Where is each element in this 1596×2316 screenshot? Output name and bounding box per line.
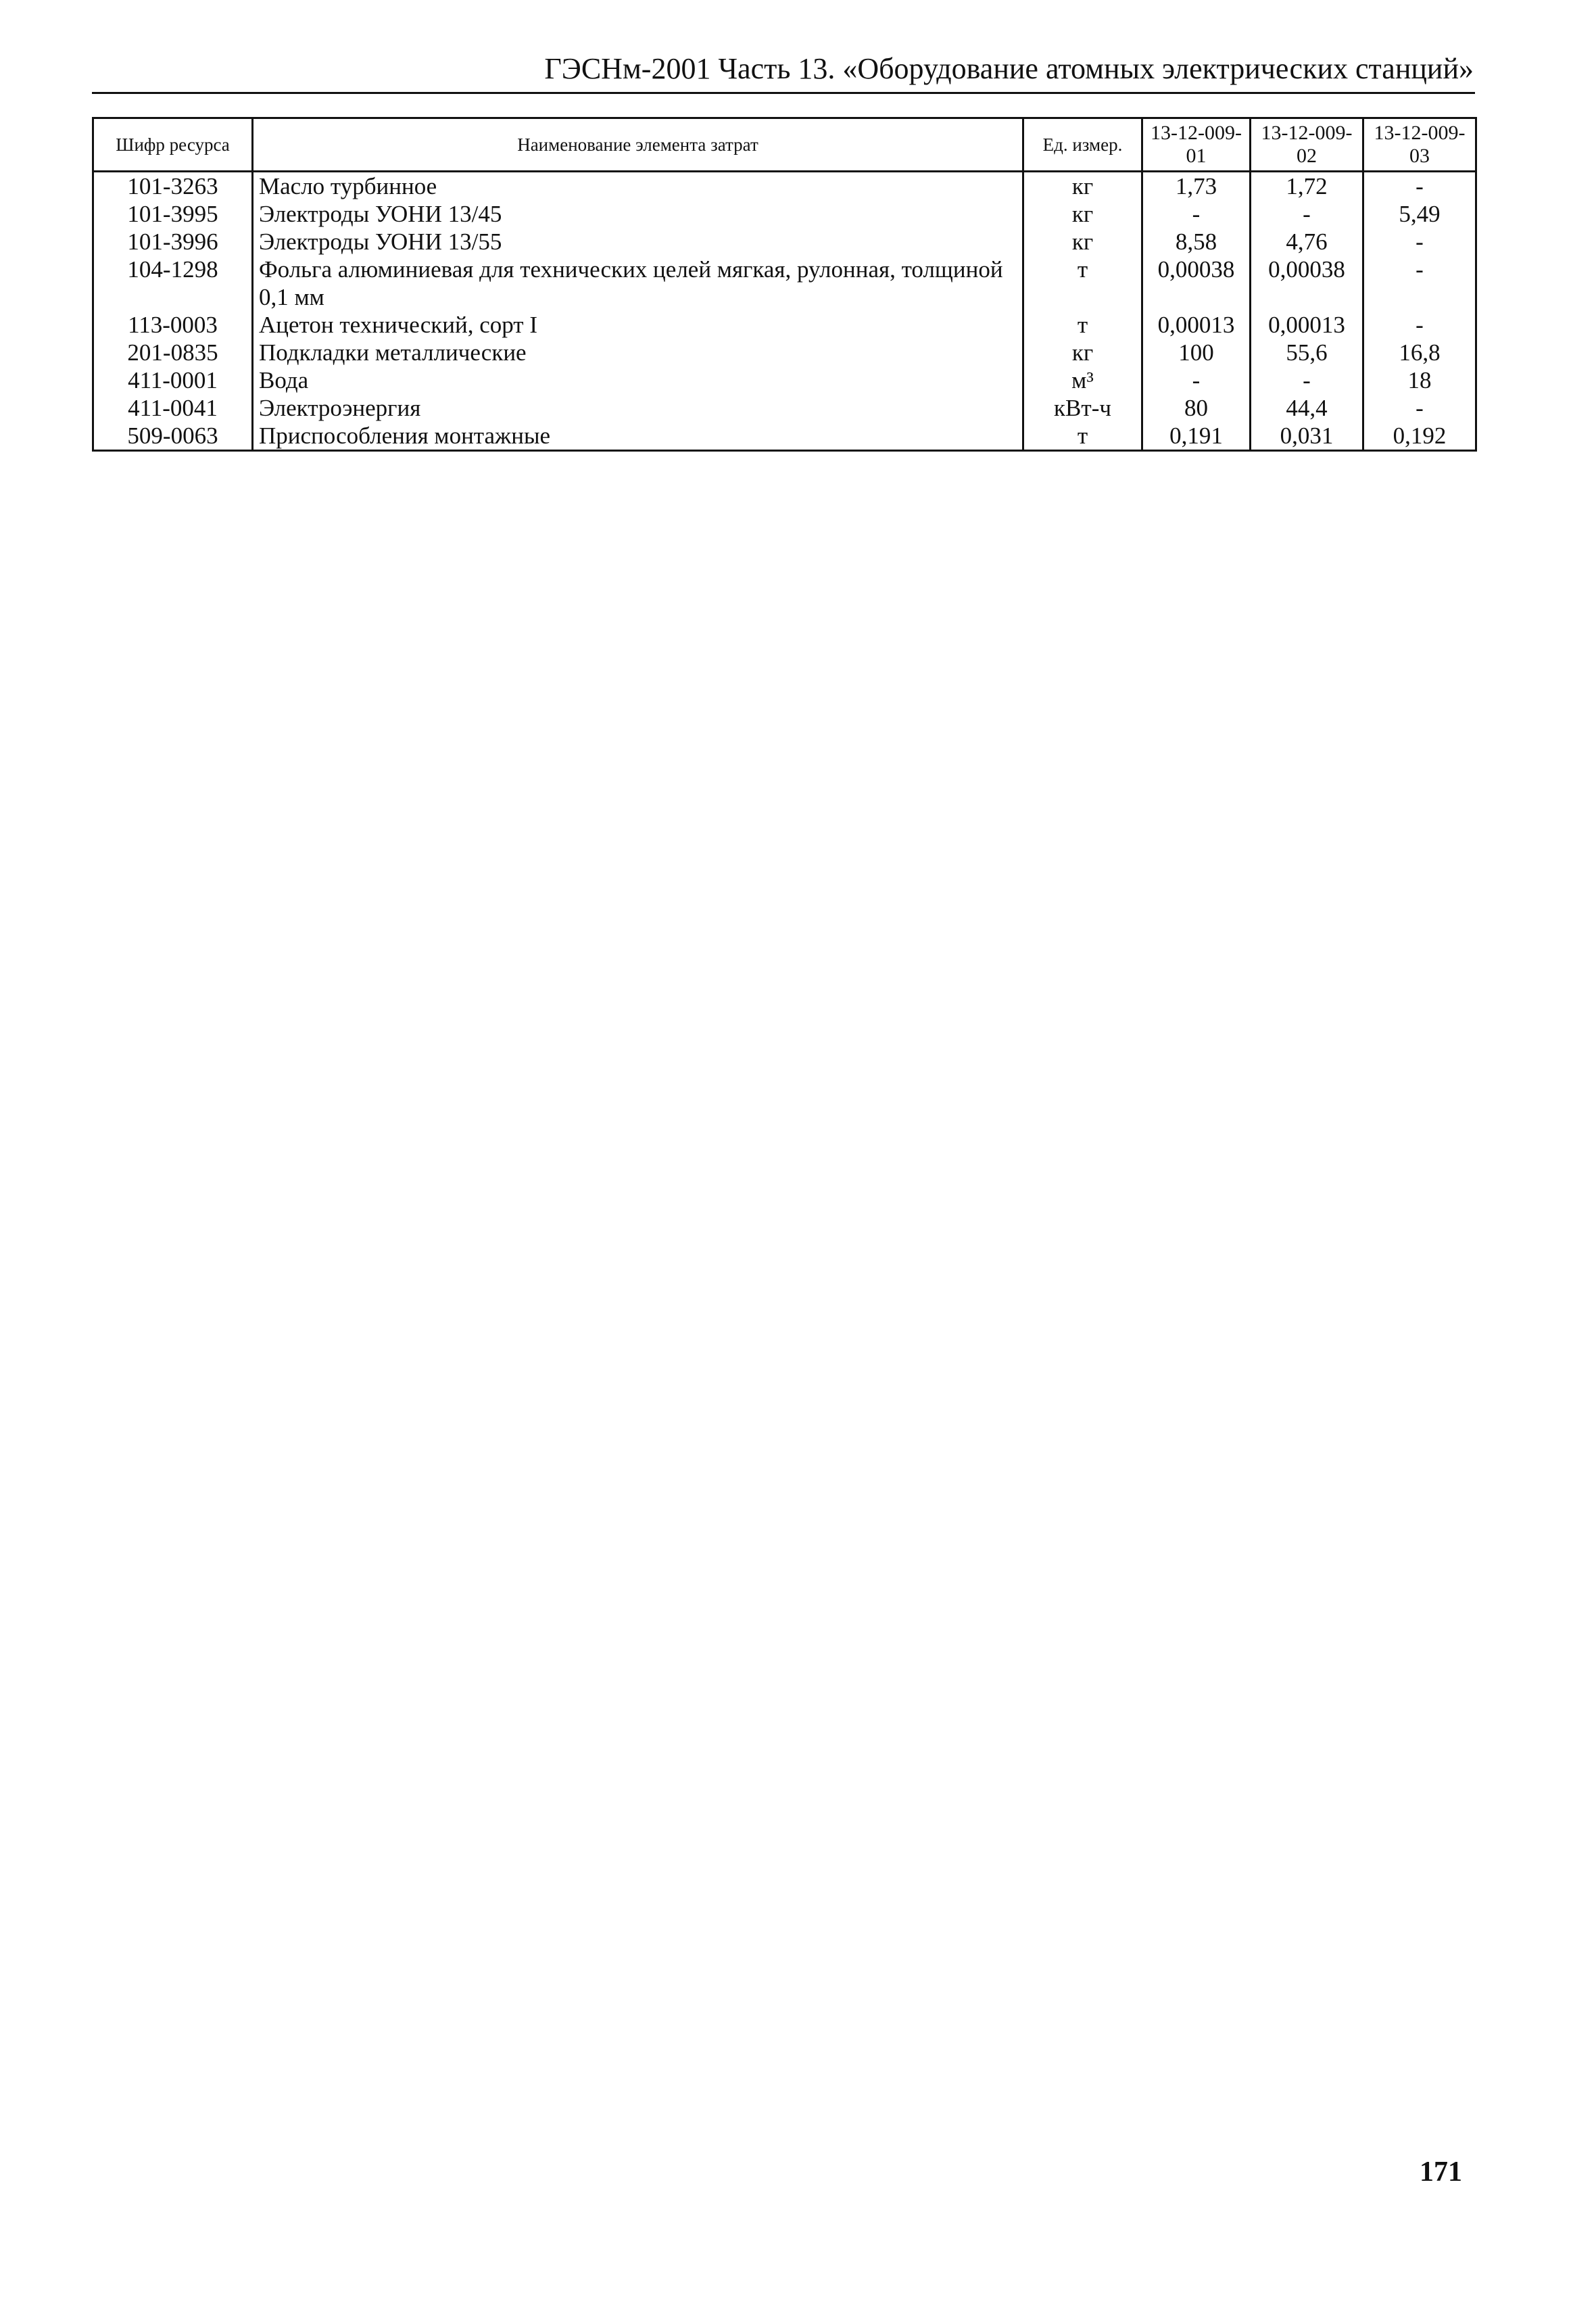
cell-value-03: - <box>1363 311 1476 339</box>
cell-unit: кг <box>1023 172 1142 201</box>
cell-value-02: 44,4 <box>1251 394 1363 422</box>
cell-unit: м³ <box>1023 366 1142 394</box>
cell-unit: кг <box>1023 200 1142 228</box>
cell-value-02: 4,76 <box>1251 228 1363 256</box>
cell-value-01: 8,58 <box>1142 228 1251 256</box>
cell-value-01: 80 <box>1142 394 1251 422</box>
cell-name: Ацетон технический, сорт I <box>253 311 1023 339</box>
cell-value-02: 0,00038 <box>1251 256 1363 311</box>
cell-unit: т <box>1023 311 1142 339</box>
cell-name: Фольга алюминиевая для технических целей мягкая, рулонная, толщиной 0,1 мм <box>253 256 1023 311</box>
table-row <box>93 311 1476 339</box>
cell-value-01: 100 <box>1142 339 1251 366</box>
cell-code: 113-0003 <box>93 311 253 339</box>
table-header-row <box>93 118 1476 172</box>
cell-value-02: 1,72 <box>1251 172 1363 201</box>
cell-value-02: - <box>1251 366 1363 394</box>
cell-value-02: 0,00013 <box>1251 311 1363 339</box>
cell-unit: кг <box>1023 228 1142 256</box>
cell-value-01: - <box>1142 366 1251 394</box>
cell-code: 101-3995 <box>93 200 253 228</box>
column-header-code: Шифр ресурса <box>93 118 253 172</box>
cell-unit: кВт-ч <box>1023 394 1142 422</box>
cell-value-03: - <box>1363 394 1476 422</box>
cell-value-01: 1,73 <box>1142 172 1251 201</box>
table-row <box>93 200 1476 228</box>
cell-code: 101-3263 <box>93 172 253 201</box>
cell-name: Вода <box>253 366 1023 394</box>
cell-code: 509-0063 <box>93 422 253 451</box>
column-header-13-12-009-03: 13-12-009-03 <box>1363 118 1476 172</box>
column-header-13-12-009-02: 13-12-009-02 <box>1251 118 1363 172</box>
page-header-title: ГЭСНм-2001 Часть 13. «Оборудование атомных электрических станций» <box>544 52 1474 85</box>
cell-code: 411-0001 <box>93 366 253 394</box>
table-row <box>93 228 1476 256</box>
cell-unit: кг <box>1023 339 1142 366</box>
cell-unit: т <box>1023 256 1142 311</box>
cell-value-03: - <box>1363 228 1476 256</box>
cell-value-01: 0,191 <box>1142 422 1251 451</box>
cell-code: 104-1298 <box>93 256 253 311</box>
cell-value-03: 16,8 <box>1363 339 1476 366</box>
cell-value-03: - <box>1363 172 1476 201</box>
table-row <box>93 339 1476 366</box>
cell-name: Подкладки металлические <box>253 339 1023 366</box>
table-row <box>93 422 1476 451</box>
cell-value-03: 18 <box>1363 366 1476 394</box>
cell-value-02: - <box>1251 200 1363 228</box>
cell-name: Масло турбинное <box>253 172 1023 201</box>
cell-value-01: 0,00038 <box>1142 256 1251 311</box>
cell-value-03: 0,192 <box>1363 422 1476 451</box>
cell-value-01: 0,00013 <box>1142 311 1251 339</box>
cell-name: Приспособления монтажные <box>253 422 1023 451</box>
cell-name: Электроэнергия <box>253 394 1023 422</box>
resource-table <box>92 117 1477 452</box>
cell-name: Электроды УОНИ 13/55 <box>253 228 1023 256</box>
cell-value-03: - <box>1363 256 1476 311</box>
cell-code: 101-3996 <box>93 228 253 256</box>
cell-unit: т <box>1023 422 1142 451</box>
table-row <box>93 256 1476 311</box>
page-number: 171 <box>1420 2156 1462 2188</box>
cell-value-02: 0,031 <box>1251 422 1363 451</box>
cell-value-01: - <box>1142 200 1251 228</box>
column-header-name: Наименование элемента затрат <box>253 118 1023 172</box>
cell-code: 201-0835 <box>93 339 253 366</box>
cell-value-02: 55,6 <box>1251 339 1363 366</box>
cell-name: Электроды УОНИ 13/45 <box>253 200 1023 228</box>
table-row <box>93 394 1476 422</box>
header-rule <box>92 92 1475 94</box>
table-row <box>93 366 1476 394</box>
column-header-unit: Ед. измер. <box>1023 118 1142 172</box>
column-header-13-12-009-01: 13-12-009-01 <box>1142 118 1251 172</box>
cell-code: 411-0041 <box>93 394 253 422</box>
cell-value-03: 5,49 <box>1363 200 1476 228</box>
table-row <box>93 172 1476 201</box>
